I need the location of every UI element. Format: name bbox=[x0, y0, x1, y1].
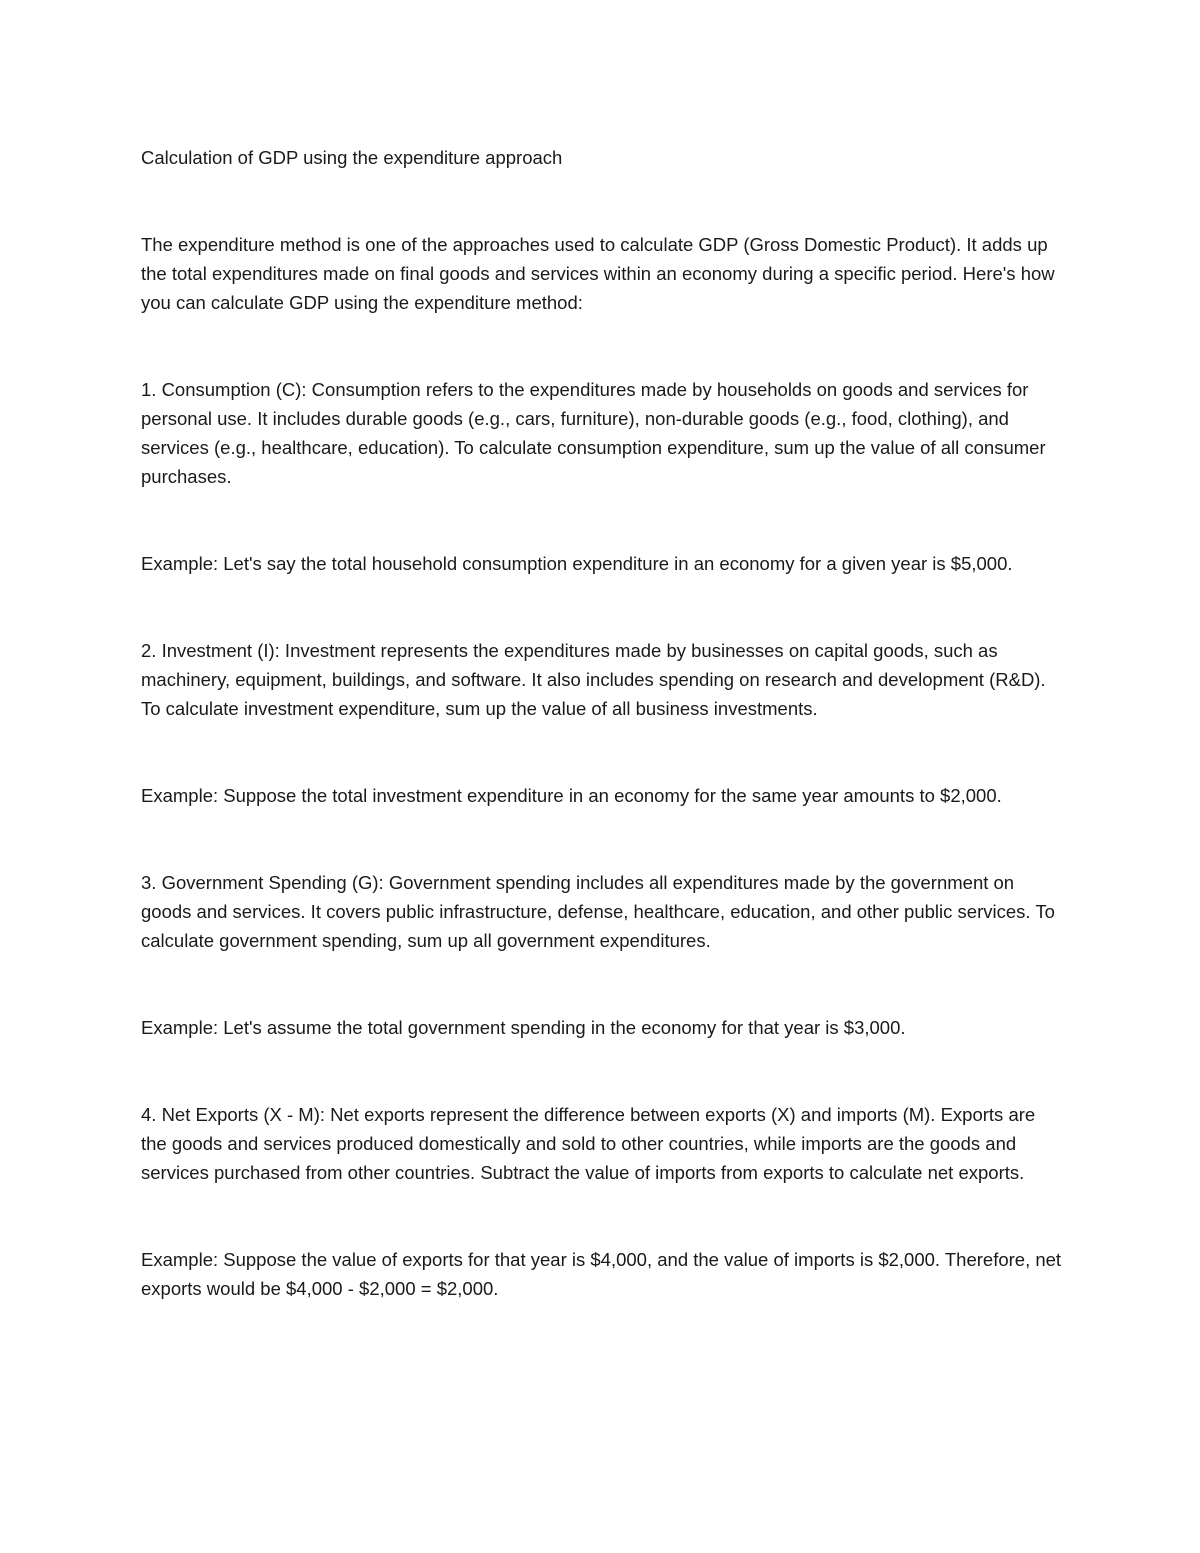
investment-example: Example: Suppose the total investment expenditure in an economy for the same year amounts to $2,000. bbox=[141, 785, 1002, 806]
intro-paragraph: The expenditure method is one of the approaches used to calculate GDP (Gross Domestic Product). It adds up the total expenditures made on final goods and services within an economy during a specific period. Here's how you can calculate GDP using the expenditure method: bbox=[141, 234, 1055, 313]
government-spending-example: Example: Let's assume the total government spending in the economy for that year is $3,000. bbox=[141, 1017, 906, 1038]
government-spending-paragraph: 3. Government Spending (G): Government spending includes all expenditures made by the government on goods and services. It covers public infrastructure, defense, healthcare, education, and other public services. To calculate government spending, sum up all government expenditures. bbox=[141, 872, 1055, 951]
net-exports-paragraph: 4. Net Exports (X - M): Net exports represent the difference between exports (X) and imports (M). Exports are the goods and services produced domestically and sold to other countries, while imports are the goods and services purchased from other countries. Subtract the value of imports from exports to calculate net exports. bbox=[141, 1104, 1036, 1183]
consumption-paragraph: 1. Consumption (C): Consumption refers to the expenditures made by households on goods and services for personal use. It includes durable goods (e.g., cars, furniture), non-durable goods (e.g., food, clothing), and services (e.g., healthcare, education). To calculate consumption expenditure, sum up the value of all consumer purchases. bbox=[141, 379, 1046, 487]
net-exports-example: Example: Suppose the value of exports for that year is $4,000, and the value of imports is $2,000. Therefore, net exports would be $4,000 - $2,000 = $2,000. bbox=[141, 1249, 1062, 1299]
consumption-example: Example: Let's say the total household consumption expenditure in an economy for a given year is $5,000. bbox=[141, 553, 1013, 574]
document-body bbox=[141, 143, 1066, 1303]
investment-paragraph: 2. Investment (I): Investment represents the expenditures made by businesses on capital goods, such as machinery, equipment, buildings, and software. It also includes spending on research and development (R&D). To calculate investment expenditure, sum up the value of all business investments. bbox=[141, 640, 1046, 719]
document-title: Calculation of GDP using the expenditure approach bbox=[141, 147, 563, 168]
